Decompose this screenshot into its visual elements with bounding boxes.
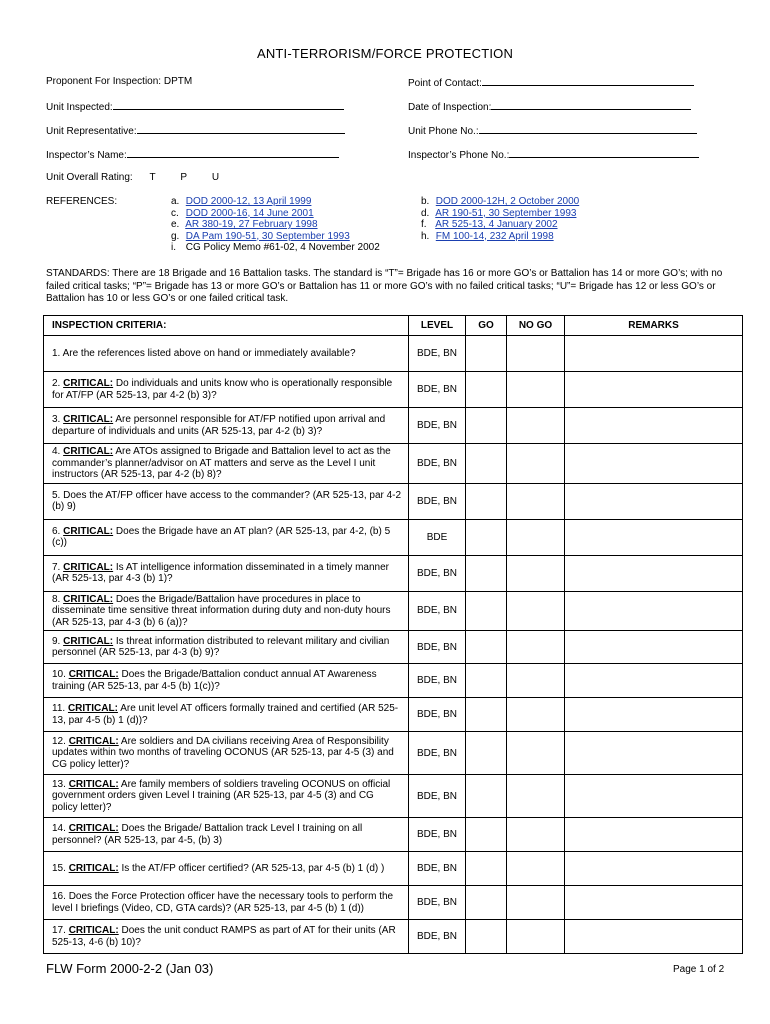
criteria-number: 7. (52, 561, 61, 573)
criteria-text: Is threat information distributed to relevant military and civilian personnel (AR 525-13, par 4-3 (b) 9)? (52, 635, 390, 658)
header-level: LEVEL (409, 316, 466, 336)
reference-link[interactable]: DA Pam 190-51, 30 September 1993 (185, 230, 350, 242)
remarks-cell[interactable] (565, 372, 743, 408)
remarks-cell[interactable] (565, 920, 743, 954)
no-go-cell[interactable] (507, 886, 565, 920)
remarks-cell[interactable] (565, 519, 743, 555)
reference-link[interactable]: AR 380-19, 27 February 1998 (185, 219, 318, 230)
criteria-text: Are personnel responsible for AT/FP notified upon arrival and departure of individuals and units (AR 525-13, par 4-2 (b) 3)? (52, 414, 386, 437)
critical-label: CRITICAL: (68, 823, 119, 834)
inspector-phone-field[interactable] (408, 148, 699, 161)
table-row (44, 886, 743, 920)
critical-label: CRITICAL: (67, 703, 118, 714)
go-cell[interactable] (466, 336, 507, 372)
level-cell: BDE, BN (409, 664, 466, 698)
reference-item[interactable] (171, 196, 380, 208)
criteria-cell (44, 591, 409, 631)
proponent-label: Proponent For Inspection: DPTM (46, 76, 193, 87)
overall-rating-label: Unit Overall Rating: (46, 172, 133, 183)
level-cell: BDE, BN (409, 591, 466, 631)
reference-item[interactable] (171, 219, 380, 231)
overall-rating (46, 172, 219, 183)
table-row (44, 818, 743, 852)
form-title: ANTI-TERRORISM/FORCE PROTECTION (256, 46, 514, 61)
go-cell[interactable] (466, 775, 507, 818)
unit-representative-field[interactable] (46, 124, 345, 137)
header-remarks: REMARKS (565, 316, 743, 336)
criteria-text: Does the Brigade have an AT plan? (AR 525-13, par 4-2, (b) 5 (c)) (52, 525, 391, 548)
remarks-cell[interactable] (565, 698, 743, 732)
point-of-contact-line (482, 76, 694, 86)
go-cell[interactable] (466, 591, 507, 631)
inspection-criteria-table (43, 315, 743, 954)
go-cell[interactable] (466, 732, 507, 775)
criteria-number: 17. (52, 925, 66, 936)
critical-label: CRITICAL: (68, 735, 119, 747)
reference-letter: d. (421, 207, 430, 219)
criteria-cell (44, 775, 409, 818)
date-of-inspection-label: Date of Inspection: (408, 102, 492, 113)
level-cell: BDE, BN (409, 372, 466, 408)
table-row (44, 483, 743, 519)
critical-label: CRITICAL: (63, 635, 114, 647)
table-row (44, 698, 743, 732)
level-cell: BDE, BN (409, 444, 466, 484)
reference-link[interactable]: AR 525-13, 4 January 2002 (435, 219, 558, 230)
table-row (44, 591, 743, 631)
level-cell: BDE, BN (409, 732, 466, 775)
no-go-cell[interactable] (507, 631, 565, 664)
remarks-cell[interactable] (565, 631, 743, 664)
critical-label: CRITICAL: (68, 669, 119, 680)
go-cell[interactable] (466, 408, 507, 444)
criteria-text: Are soldiers and DA civilians receiving Area of Responsibility updates within two months of traveling OCONUS (AR 525-13, par 4-5 (3) and CG policy letter)? (52, 735, 394, 770)
go-cell[interactable] (466, 920, 507, 954)
date-of-inspection-line (491, 100, 691, 110)
level-cell: BDE, BN (409, 408, 466, 444)
table-header-row (44, 316, 743, 336)
page-number: Page 1 of 2 (673, 964, 725, 975)
table-row (44, 336, 743, 372)
date-of-inspection-field[interactable] (408, 100, 691, 113)
reference-item[interactable] (171, 208, 380, 220)
rating-option-p[interactable]: P (180, 172, 188, 183)
table-row (44, 631, 743, 664)
critical-label: CRITICAL: (63, 446, 114, 457)
criteria-text: Does the Brigade/ Battalion track Level I training on all personnel? (AR 525-13, par 4-5, (b) 3) (52, 823, 363, 846)
inspector-phone-label: Inspector’s Phone No.: (408, 150, 510, 161)
table-row (44, 372, 743, 408)
remarks-cell[interactable] (565, 775, 743, 818)
criteria-cell (44, 519, 409, 555)
references-left (171, 196, 380, 254)
level-cell: BDE, BN (409, 631, 466, 664)
table-row (44, 775, 743, 818)
reference-item[interactable] (171, 231, 380, 243)
no-go-cell[interactable] (507, 732, 565, 775)
level-cell: BDE, BN (409, 555, 466, 591)
criteria-cell (44, 631, 409, 664)
no-go-cell[interactable] (507, 591, 565, 631)
reference-link[interactable]: AR 190-51, 30 September 1993 (435, 207, 577, 219)
reference-link[interactable]: DOD 2000-16, 14 June 2001 (185, 207, 314, 219)
criteria-number: 15. (52, 862, 66, 874)
critical-label: CRITICAL: (63, 561, 114, 573)
table-row (44, 852, 743, 886)
critical-label: CRITICAL: (68, 778, 119, 790)
level-cell: BDE, BN (409, 818, 466, 852)
remarks-cell[interactable] (565, 336, 743, 372)
reference-item[interactable] (421, 196, 579, 208)
remarks-cell[interactable] (565, 483, 743, 519)
remarks-cell[interactable] (565, 444, 743, 484)
criteria-text: Are unit level AT officers formally trained and certified (AR 525-13, par 4-5 (b) 1 (d))? (52, 703, 399, 726)
unit-inspected-label: Unit Inspected: (46, 102, 113, 113)
table-row (44, 732, 743, 775)
table-row (44, 664, 743, 698)
no-go-cell[interactable] (507, 483, 565, 519)
criteria-number: 10. (52, 669, 66, 680)
level-cell: BDE, BN (409, 483, 466, 519)
criteria-cell (44, 336, 409, 372)
critical-label: CRITICAL: (63, 525, 114, 537)
go-cell[interactable] (466, 372, 507, 408)
remarks-cell[interactable] (565, 852, 743, 886)
criteria-number: 11. (52, 703, 66, 714)
go-cell[interactable] (466, 444, 507, 484)
no-go-cell[interactable] (507, 336, 565, 372)
remarks-cell[interactable] (565, 818, 743, 852)
criteria-cell (44, 372, 409, 408)
standards-paragraph: STANDARDS: There are 18 Brigade and 16 Battalion tasks. The standard is “T”= Brigade has 16 or more GO’s or Battalion has 14 or more GO’s; with no failed critical tasks; “P”= Brigade has 13 or more GO’s or Battalion has 11 or more GO’s with no failed critical tasks; “U”= Brigade has 12 or less GO’s or Battalion has 10 or less GO’s or one failed critical task. (46, 268, 723, 304)
critical-label: CRITICAL: (68, 862, 119, 874)
criteria-text: Do individuals and units know who is operationally responsible for AT/FP (AR 525-13, par 4-2 (b) 3)? (52, 378, 393, 401)
criteria-number: 4. (52, 446, 61, 457)
header-go: GO (466, 316, 507, 336)
no-go-cell[interactable] (507, 408, 565, 444)
criteria-number: 5. (52, 489, 61, 501)
level-cell: BDE, BN (409, 698, 466, 732)
inspector-name-line (127, 148, 339, 158)
reference-item[interactable] (421, 208, 579, 220)
criteria-number: 6. (52, 525, 61, 537)
rating-option-u[interactable]: U (211, 172, 220, 183)
reference-link[interactable]: DOD 2000-12, 13 April 1999 (185, 196, 312, 207)
no-go-cell[interactable] (507, 698, 565, 732)
criteria-text: Does the Force Protection officer have the necessary tools to perform the level I briefings (Video, CD, GTA cards)? (AR 525-13, par 4-5 (b) 1 (d)) (52, 891, 394, 914)
criteria-text: Does the unit conduct RAMPS as part of AT for their units (AR 525-13, 4-6 (b) 10)? (52, 925, 396, 948)
go-cell[interactable] (466, 483, 507, 519)
inspector-name-label: Inspector’s Name: (46, 150, 127, 161)
criteria-number: 2. (52, 378, 61, 389)
no-go-cell[interactable] (507, 818, 565, 852)
point-of-contact-label: Point of Contact: (408, 78, 482, 89)
reference-text: CG Policy Memo #61-02, 4 November 2002 (185, 242, 380, 253)
table-row (44, 519, 743, 555)
table-row (44, 444, 743, 484)
form-number: FLW Form 2000-2-2 (Jan 03) (46, 961, 214, 976)
header-criteria: INSPECTION CRITERIA: (44, 316, 409, 336)
reference-item[interactable] (421, 231, 579, 243)
references-label: REFERENCES: (46, 196, 118, 207)
criteria-cell (44, 920, 409, 954)
level-cell: BDE, BN (409, 852, 466, 886)
criteria-cell (44, 732, 409, 775)
point-of-contact-field[interactable] (408, 76, 694, 89)
criteria-cell (44, 483, 409, 519)
no-go-cell[interactable] (507, 372, 565, 408)
criteria-number: 9. (52, 635, 61, 647)
go-cell[interactable] (466, 886, 507, 920)
go-cell[interactable] (466, 519, 507, 555)
no-go-cell[interactable] (507, 852, 565, 886)
criteria-number: 14. (52, 823, 66, 834)
criteria-text: Does the Brigade/Battalion conduct annual AT Awareness training (AR 525-13, par 4-5 (b) 1(c))? (52, 669, 377, 692)
go-cell[interactable] (466, 852, 507, 886)
table-row (44, 408, 743, 444)
criteria-text: Is AT intelligence information disseminated in a timely manner (AR 525-13, par 4-3 (b) 1)? (52, 561, 390, 584)
remarks-cell[interactable] (565, 555, 743, 591)
reference-letter: e. (171, 219, 180, 230)
criteria-cell (44, 444, 409, 484)
critical-label: CRITICAL: (63, 378, 114, 389)
reference-letter: a. (171, 196, 180, 207)
reference-item[interactable] (421, 219, 579, 231)
criteria-number: 8. (52, 593, 61, 605)
reference-letter: b. (421, 196, 430, 207)
criteria-text: Are family members of soldiers traveling OCONUS on official government orders given Level I training (AR 525-13, par 4-5 (3) and CG policy letter)? (52, 778, 391, 813)
inspector-phone-line (509, 148, 699, 158)
remarks-cell[interactable] (565, 591, 743, 631)
go-cell[interactable] (466, 698, 507, 732)
no-go-cell[interactable] (507, 444, 565, 484)
unit-phone-line (479, 124, 697, 134)
criteria-number: 3. (52, 414, 61, 425)
critical-label: CRITICAL: (68, 925, 119, 936)
critical-label: CRITICAL: (63, 414, 114, 425)
table-row (44, 920, 743, 954)
criteria-cell (44, 664, 409, 698)
criteria-cell (44, 852, 409, 886)
unit-representative-label: Unit Representative: (46, 126, 137, 137)
table-row (44, 555, 743, 591)
go-cell[interactable] (466, 818, 507, 852)
criteria-cell (44, 818, 409, 852)
remarks-cell[interactable] (565, 408, 743, 444)
criteria-text: Does the AT/FP officer have access to the commander? (AR 525-13, par 4-2 (b) 9) (52, 489, 402, 512)
no-go-cell[interactable] (507, 775, 565, 818)
unit-phone-field[interactable] (408, 124, 697, 137)
criteria-number: 12. (52, 735, 66, 747)
level-cell: BDE, BN (409, 775, 466, 818)
criteria-number: 13. (52, 778, 66, 790)
inspector-name-field[interactable] (46, 148, 339, 161)
header-no-go: NO GO (507, 316, 565, 336)
go-cell[interactable] (466, 631, 507, 664)
unit-inspected-field[interactable] (46, 100, 344, 113)
no-go-cell[interactable] (507, 519, 565, 555)
level-cell: BDE (409, 519, 466, 555)
reference-item (171, 242, 380, 254)
reference-letter: c. (171, 207, 179, 219)
remarks-cell[interactable] (565, 886, 743, 920)
reference-link[interactable]: DOD 2000-12H, 2 October 2000 (435, 196, 580, 207)
criteria-text: Are the references listed above on hand or immediately available? (62, 347, 356, 359)
remarks-cell[interactable] (565, 732, 743, 775)
no-go-cell[interactable] (507, 920, 565, 954)
criteria-text: Are ATOs assigned to Brigade and Battalion level to act as the commander’s planner/advisor on AT matters and serve as the Level I unit instructors (AR 525-13, par 4-2 (b) 8)? (52, 446, 391, 480)
level-cell: BDE, BN (409, 920, 466, 954)
level-cell: BDE, BN (409, 886, 466, 920)
criteria-cell (44, 408, 409, 444)
criteria-cell (44, 886, 409, 920)
criteria-cell (44, 698, 409, 732)
unit-representative-line (137, 124, 345, 134)
level-cell: BDE, BN (409, 336, 466, 372)
criteria-cell (44, 555, 409, 591)
criteria-text: Does the Brigade/Battalion have procedures in place to disseminate time sensitive threat information during duty and non-duty hours (AR 525-13, par 4-3 (b) 6 (a))? (52, 593, 391, 628)
go-cell[interactable] (466, 664, 507, 698)
reference-link[interactable]: FM 100-14, 232 April 1998 (435, 230, 554, 242)
criteria-number: 1. (52, 347, 61, 359)
no-go-cell[interactable] (507, 555, 565, 591)
reference-letter: h. (421, 230, 430, 242)
remarks-cell[interactable] (565, 664, 743, 698)
no-go-cell[interactable] (507, 664, 565, 698)
reference-letter: g. (171, 230, 180, 242)
reference-letter: i. (171, 242, 176, 253)
unit-inspected-line (113, 100, 344, 110)
unit-phone-label: Unit Phone No.: (408, 126, 479, 137)
rating-option-t[interactable]: T (149, 172, 156, 183)
references-right (421, 196, 579, 242)
critical-label: CRITICAL: (63, 593, 114, 605)
criteria-number: 16. (52, 891, 66, 902)
go-cell[interactable] (466, 555, 507, 591)
criteria-text: Is the AT/FP officer certified? (AR 525-13, par 4-5 (b) 1 (d) ) (121, 862, 385, 874)
reference-letter: f. (421, 219, 427, 230)
